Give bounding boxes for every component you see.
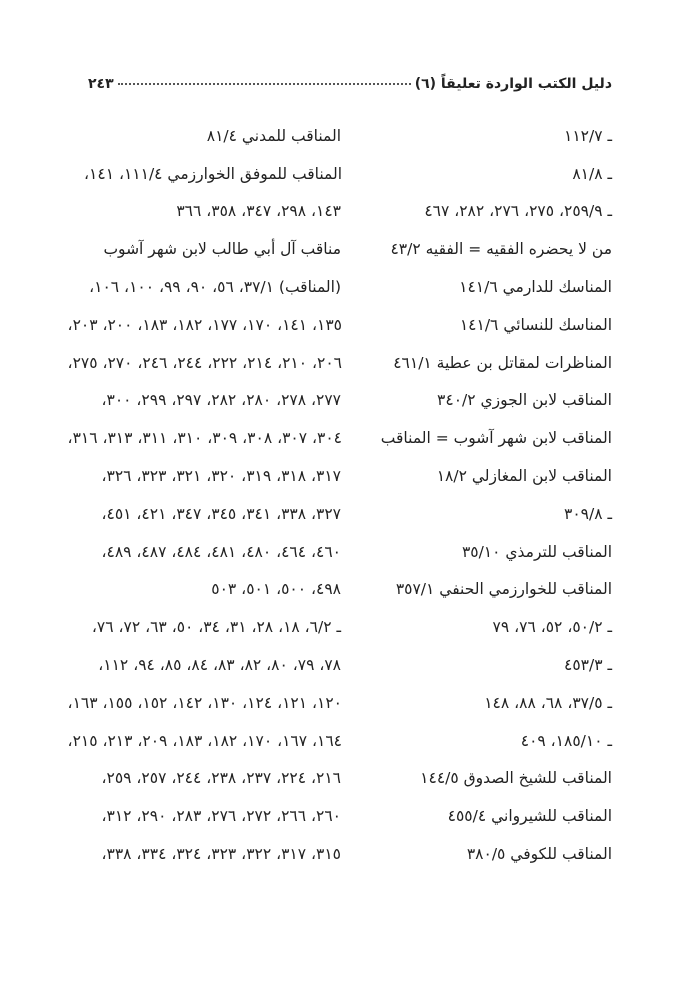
left-column-entry: ٢٧٧، ٢٧٨، ٢٨٠، ٢٨٢، ٢٩٧، ٢٩٩، ٣٠٠، <box>101 391 342 410</box>
right-column-entry: المناسك للنسائي ١٤١/٦ <box>459 315 612 334</box>
right-column-entry: المناقب للخوارزمي الحنفي ٣٥٧/١ <box>395 580 612 599</box>
index-entries <box>67 117 612 873</box>
left-column-entry: مناقب آل أبي طالب لابن شهر آشوب <box>103 240 342 259</box>
left-column-entry: ٣١٧، ٣١٨، ٣١٩، ٣٢٠، ٣٢١، ٣٢٣، ٣٢٦، <box>101 467 342 486</box>
index-row <box>88 457 612 495</box>
left-column-entry: (المناقب) ٣٧/١، ٥٦، ٩٠، ٩٩، ١٠٠، ١٠٦، <box>89 278 342 297</box>
left-column-entry: ٧٨، ٧٩، ٨٠، ٨٢، ٨٣، ٨٤، ٨٥، ٩٤، ١١٢، <box>98 656 342 675</box>
index-row <box>88 268 612 306</box>
right-column-entry: ـ ٣٠٩/٨ <box>564 504 612 523</box>
right-column-entry: ـ ٣٧/٥، ٦٨، ٨٨، ١٤٨ <box>484 693 612 712</box>
left-column-entry: ٢٦٠، ٢٦٦، ٢٧٢، ٢٧٦، ٢٨٣، ٢٩٠، ٣١٢، <box>101 807 342 826</box>
right-column-entry: المناقب للترمذي ٣٥/١٠ <box>461 542 612 561</box>
page-number: ٢٤٣ <box>88 76 114 92</box>
left-column-entry: ١٦٤، ١٦٧، ١٧٠، ١٨٢، ١٨٣، ٢٠٩، ٢١٣، ٢١٥، <box>67 731 342 750</box>
index-row <box>88 608 612 646</box>
left-column-entry: ٢٠٦، ٢١٠، ٢١٤، ٢٢٢، ٢٤٤، ٢٤٦، ٢٧٠، ٢٧٥، <box>67 353 342 372</box>
right-column-entry: من لا يحضره الفقيه = الفقيه ٤٣/٢ <box>390 240 612 259</box>
left-column-entry: ٣٠٤، ٣٠٧، ٣٠٨، ٣٠٩، ٣١٠، ٣١١، ٣١٣، ٣١٦، <box>67 429 342 448</box>
index-row <box>67 306 612 344</box>
left-column-entry: ٣٢٧، ٣٣٨، ٣٤١، ٣٤٥، ٣٤٧، ٤٢١، ٤٥١، <box>101 504 342 523</box>
left-column-entry: المناقب للمدني ٨١/٤ <box>206 126 342 145</box>
index-row <box>67 344 612 382</box>
left-column-entry: ١٢٠، ١٢١، ١٢٤، ١٣٠، ١٤٢، ١٥٢، ١٥٥، ١٦٣، <box>67 693 342 712</box>
right-column-entry: المناقب لابن الجوزي ٣٤٠/٢ <box>437 391 612 410</box>
running-header <box>88 76 612 98</box>
index-row <box>67 419 612 457</box>
index-row <box>67 722 612 760</box>
left-column-entry: المناقب للموفق الخوارزمي ١١١/٤، ١٤١، <box>84 164 342 183</box>
right-column-entry: ـ ٤٥٣/٣ <box>564 656 612 675</box>
index-row <box>88 382 612 420</box>
index-row <box>88 533 612 571</box>
right-column-entry: ـ ١١٢/٧ <box>564 126 612 145</box>
right-column-entry: المناقب للشيخ الصدوق ١٤٤/٥ <box>420 769 612 788</box>
index-row <box>88 193 612 231</box>
right-column-entry: المناقب للشيرواني ٤٥٥/٤ <box>447 807 612 826</box>
left-column-entry: ٣١٥، ٣١٧، ٣٢٢، ٣٢٣، ٣٢٤، ٣٣٤، ٣٣٨، <box>101 845 342 864</box>
right-column-entry: المناقب للكوفي ٣٨٠/٥ <box>466 845 612 864</box>
right-column-entry: ـ ٨١/٨ <box>572 164 612 183</box>
right-column-entry: ـ ١٨٥/١٠، ٤٠٩ <box>520 731 612 750</box>
left-column-entry: ١٣٥، ١٤١، ١٧٠، ١٧٧، ١٨٢، ١٨٣، ٢٠٠، ٢٠٣، <box>67 315 342 334</box>
right-column-entry: المناسك للدارمي ١٤١/٦ <box>459 278 612 297</box>
index-row <box>88 835 612 873</box>
index-row <box>88 760 612 798</box>
dot-leader <box>118 83 411 85</box>
index-row <box>88 797 612 835</box>
left-column-entry: ٢١٦، ٢٢٤، ٢٣٧، ٢٣٨، ٢٤٤، ٢٥٧، ٢٥٩، <box>101 769 342 788</box>
left-column-entry: ـ ٦/٢، ١٨، ٢٨، ٣١، ٣٤، ٥٠، ٦٣، ٧٢، ٧٦، <box>91 618 342 637</box>
left-column-entry: ١٤٣، ٢٩٨، ٣٤٧، ٣٥٨، ٣٦٦ <box>176 202 342 221</box>
index-row <box>67 684 612 722</box>
right-column-entry: المناقب لابن شهر آشوب = المناقب <box>380 429 612 448</box>
running-header-title: دليل الكتب الواردة تعليقاً (٦) <box>414 76 612 92</box>
index-row <box>88 646 612 684</box>
index-row <box>88 571 612 609</box>
left-column-entry: ٤٦٠، ٤٦٤، ٤٨٠، ٤٨١، ٤٨٤، ٤٨٧، ٤٨٩، <box>101 542 342 561</box>
right-column-entry: ـ ٢٥٩/٩، ٢٧٥، ٢٧٦، ٢٨٢، ٤٦٧ <box>424 202 612 221</box>
right-column-entry: المناظرات لمقاتل بن عطية ٤٦١/١ <box>393 353 612 372</box>
right-column-entry: ـ ٥٠/٢، ٥٢، ٧٦، ٧٩ <box>492 618 612 637</box>
index-row <box>84 155 612 193</box>
index-row <box>88 117 612 155</box>
right-column-entry: المناقب لابن المغازلي ١٨/٢ <box>436 467 612 486</box>
index-row <box>88 495 612 533</box>
left-column-entry: ٤٩٨، ٥٠٠، ٥٠١، ٥٠٣ <box>211 580 342 599</box>
index-row <box>88 230 612 268</box>
